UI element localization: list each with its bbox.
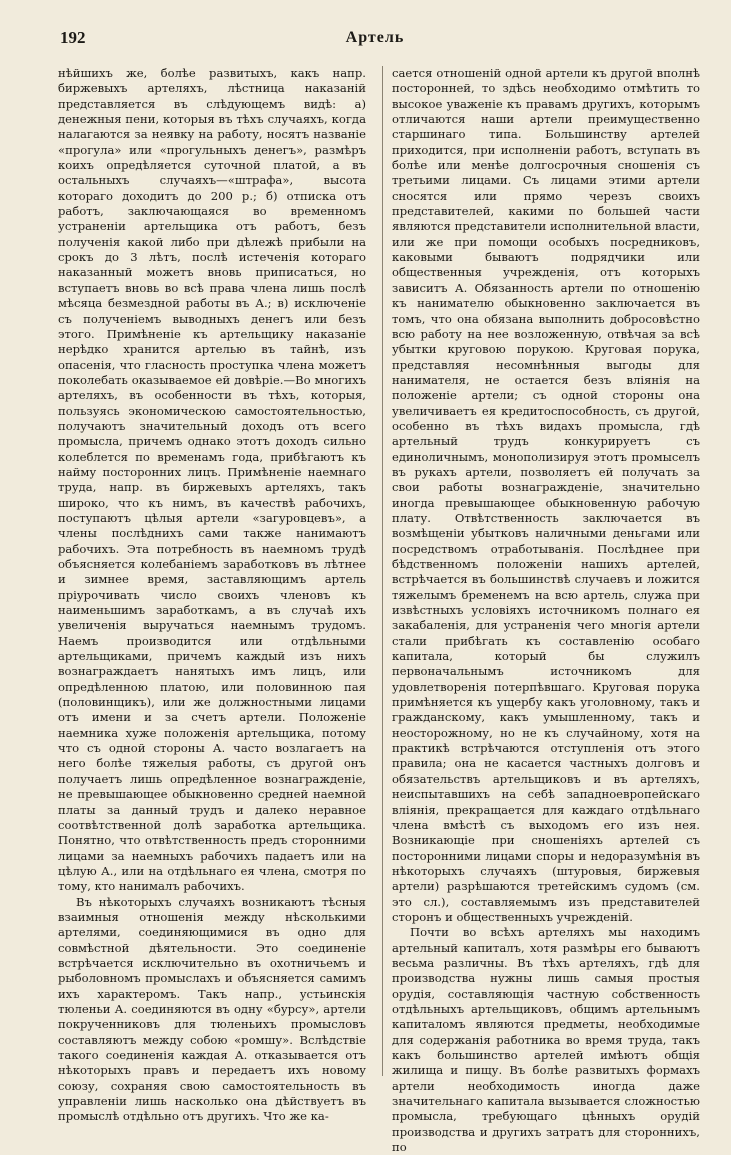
right-paragraph-2: Почти во всѣхъ артеляхъ мы находимъ артельный капиталъ, хотя размѣры его бываютъ весьма различны. Въ тѣхъ артеляхъ, гдѣ для производства нужны лишь самыя простыя орудія, составляющія частную собственность отдѣльныхъ артельщиковъ, общимъ артельнымъ капиталомъ являются предметы, необходимые для содержанія работника во время труда, такъ какъ большинство артелей имѣютъ общія жилища и пищу. Въ болѣе развитыхъ формахъ артели необходимость иногда даже значительнаго капитала вызывается сложностью промысла, требующаго цѣнныхъ орудій производства и другихъ затратъ для стороннихъ, по <box>392 925 700 1155</box>
left-paragraph-2: Въ нѣкоторыхъ случаяхъ возникаютъ тѣсныя взаимныя отношенія между нѣсколькими артелями, соединяющимися въ одно для совмѣстной дѣятельности. Это соединеніе встрѣчается исключительно въ охотничьемъ и рыболовномъ промыслахъ и объясняется самимъ ихъ характеромъ. Такъ напр., устьинскія тюленьи А. соединяются въ одну «бурсу», артели покрученниковъ для тюленьихъ промысловъ составляютъ между собою «ромшу». Вслѣдствіе такого соединенія каждая А. отказывается отъ нѣкоторыхъ правъ и передаетъ ихъ новому союзу, сохраняя свою самостоятельность въ управленіи лишь насколько она дѣйствуетъ въ промыслѣ отдѣльно отъ другихъ. Что же ка- <box>58 894 366 1124</box>
right-paragraph-1: сается отношеній одной артели къ другой вполнѣ посторонней, то здѣсь необходимо отмѣтить то высокое уваженіе къ правамъ другихъ, которымъ отличаются наши артели преимущественно старшинаго типа. Большинству артелей приходится, при исполненіи работъ, вступать въ болѣе или менѣе долгосрочныя сношенія съ третьими лицами. Съ лицами этими артели сносятся или прямо черезъ своихъ представителей, какими по большей части являются представители исполнительной власти, или же при помощи особыхъ посредниковъ, каковыми бываютъ подрядчики или общественныя учрежденія, отъ которыхъ зависитъ А. Обязанность артели по отношенію къ нанимателю обыкновенно заключается въ томъ, что она обязана выполнить добросовѣстно всю работу на нее возложенную, отвѣчая за всѣ убытки круговою порукою. Круговая порука, представляя несомнѣнныя выгоды для нанимателя, не остается безъ вліянія на положеніе артели; съ одной стороны она увеличиваетъ ея кредитоспособность, съ другой, особенно въ тѣхъ видахъ промысла, гдѣ артельный трудъ конкурируетъ съ единоличнымъ, монополизируя этотъ промыселъ въ рукахъ артели, позволяетъ ей получать за свои работы вознагражденіе, значительно иногда превышающее обыкновенную рабочую плату. Отвѣтственность заключается въ возмѣщеніи убытковъ наличными деньгами или посредствомъ отработыванія. Послѣднее при бѣдственномъ положеніи нашихъ артелей, встрѣчается въ большинствѣ случаевъ и ложится тяжелымъ бременемъ на всю артель, служа при извѣстныхъ условіяхъ источникомъ полнаго ея закабаленія, для устраненія чего многія артели стали прибѣгать къ составленію особаго капитала, который бы служилъ первоначальнымъ источникомъ для удовлетворенія потерпѣвшаго. Круговая порука примѣняется къ ущербу какъ уголовному, такъ и гражданскому, какъ умышленному, такъ и неосторожному, но не къ случайному, хотя на практикѣ встрѣчаются отступленія отъ этого правила; она не касается частныхъ долговъ и обязательствъ артельщиковъ и въ артеляхъ, неиспытавшихъ на себѣ западноевропейскаго вліянія, прекращается для каждаго отдѣльнаго члена вмѣстѣ съ выходомъ его изъ нея. Возникающіе при сношеніяхъ артелей съ посторонними лицами споры и недоразумѣнія въ нѣкоторыхъ случаяхъ (штуровыя, биржевыя артели) разрѣшаются третейскимъ судомъ (см. это сл.), составляемымъ изъ представителей сторонъ и общественныхъ учрежденій. <box>392 66 700 924</box>
left-column <box>58 66 366 1124</box>
right-column <box>392 66 700 1155</box>
page-number: 192 <box>60 28 86 47</box>
left-paragraph-1: нѣйшихъ же, болѣе развитыхъ, какъ напр. биржевыхъ артеляхъ, лѣстница наказаній представляется въ слѣдующемъ видѣ: а) денежныя пени, которыя въ тѣхъ случаяхъ, когда налагаются за неявку на работу, носятъ названіе «прогула» или «прогульныхъ денегъ», размѣръ коихъ опредѣляется суточной платой, а въ остальныхъ случаяхъ—«штрафа», высота котораго доходитъ до 200 р.; б) отписка отъ работъ, заключающаяся во временномъ устраненіи артельщика отъ работъ, безъ полученія какой либо при дѣлежѣ прибыли на срокъ до 3 лѣтъ, послѣ истеченія котораго наказанный можетъ вновь приписаться, но вступаетъ вновь во всѣ права члена лишь послѣ мѣсяца безмездной работы въ А.; в) исключеніе съ полученіемъ выводныхъ денегъ или безъ этого. Примѣненіе къ артельщику наказаніе нерѣдко хранится артелью въ тайнѣ, изъ опасенія, что гласность проступка члена можетъ поколебать оказываемое ей довѣріе.—Во многихъ артеляхъ, въ особенности въ тѣхъ, которыя, пользуясь экономическою самостоятельностью, получаютъ значительный доходъ отъ всего промысла, причемъ однако этотъ доходъ сильно колеблется по временамъ года, прибѣгаютъ къ найму посторонних лицъ. Примѣненіе наемнаго труда, напр. въ биржевыхъ артеляхъ, такъ широко, что къ нимъ, въ качествѣ рабочихъ, поступаютъ цѣлыя артели «загуровцевъ», а члены послѣднихъ сами также нанимаютъ рабочихъ. Эта потребность въ наемномъ трудѣ объясняется колебаніемъ заработковъ въ лѣтнее и зимнее время, заставляющимъ артель пріурочивать число своихъ членовъ къ наименьшимъ заработкамъ, а въ случаѣ ихъ увеличенія выручаться наемнымъ трудомъ. Наемъ производится или отдѣльными артельщиками, причемъ каждый изъ нихъ вознаграждаетъ нанятыхъ имъ лицъ, или опредѣленною платою, или половинною пая (половинщикъ), или же должностными лицами отъ имени и за счетъ артели. Положеніе наемника хуже положенія артельщика, потому что съ одной стороны А. часто возлагаетъ на него болѣе тяжелыя работы, съ другой онъ получаетъ лишь опредѣленное вознагражденіе, не превышающее обыкновенно средней наемной платы за данный трудъ и далеко неравное соотвѣтственной долѣ заработка артельщика. Понятно, что отвѣтственность предъ сторонними лицами за наемныхъ рабочихъ падаетъ или на цѣлую А., или на отдѣльнаго ея члена, смотря по тому, кто нанималъ рабочихъ. <box>58 66 366 894</box>
running-title: Артель <box>345 29 405 46</box>
column-divider <box>382 66 383 1076</box>
page-header <box>60 28 690 52</box>
